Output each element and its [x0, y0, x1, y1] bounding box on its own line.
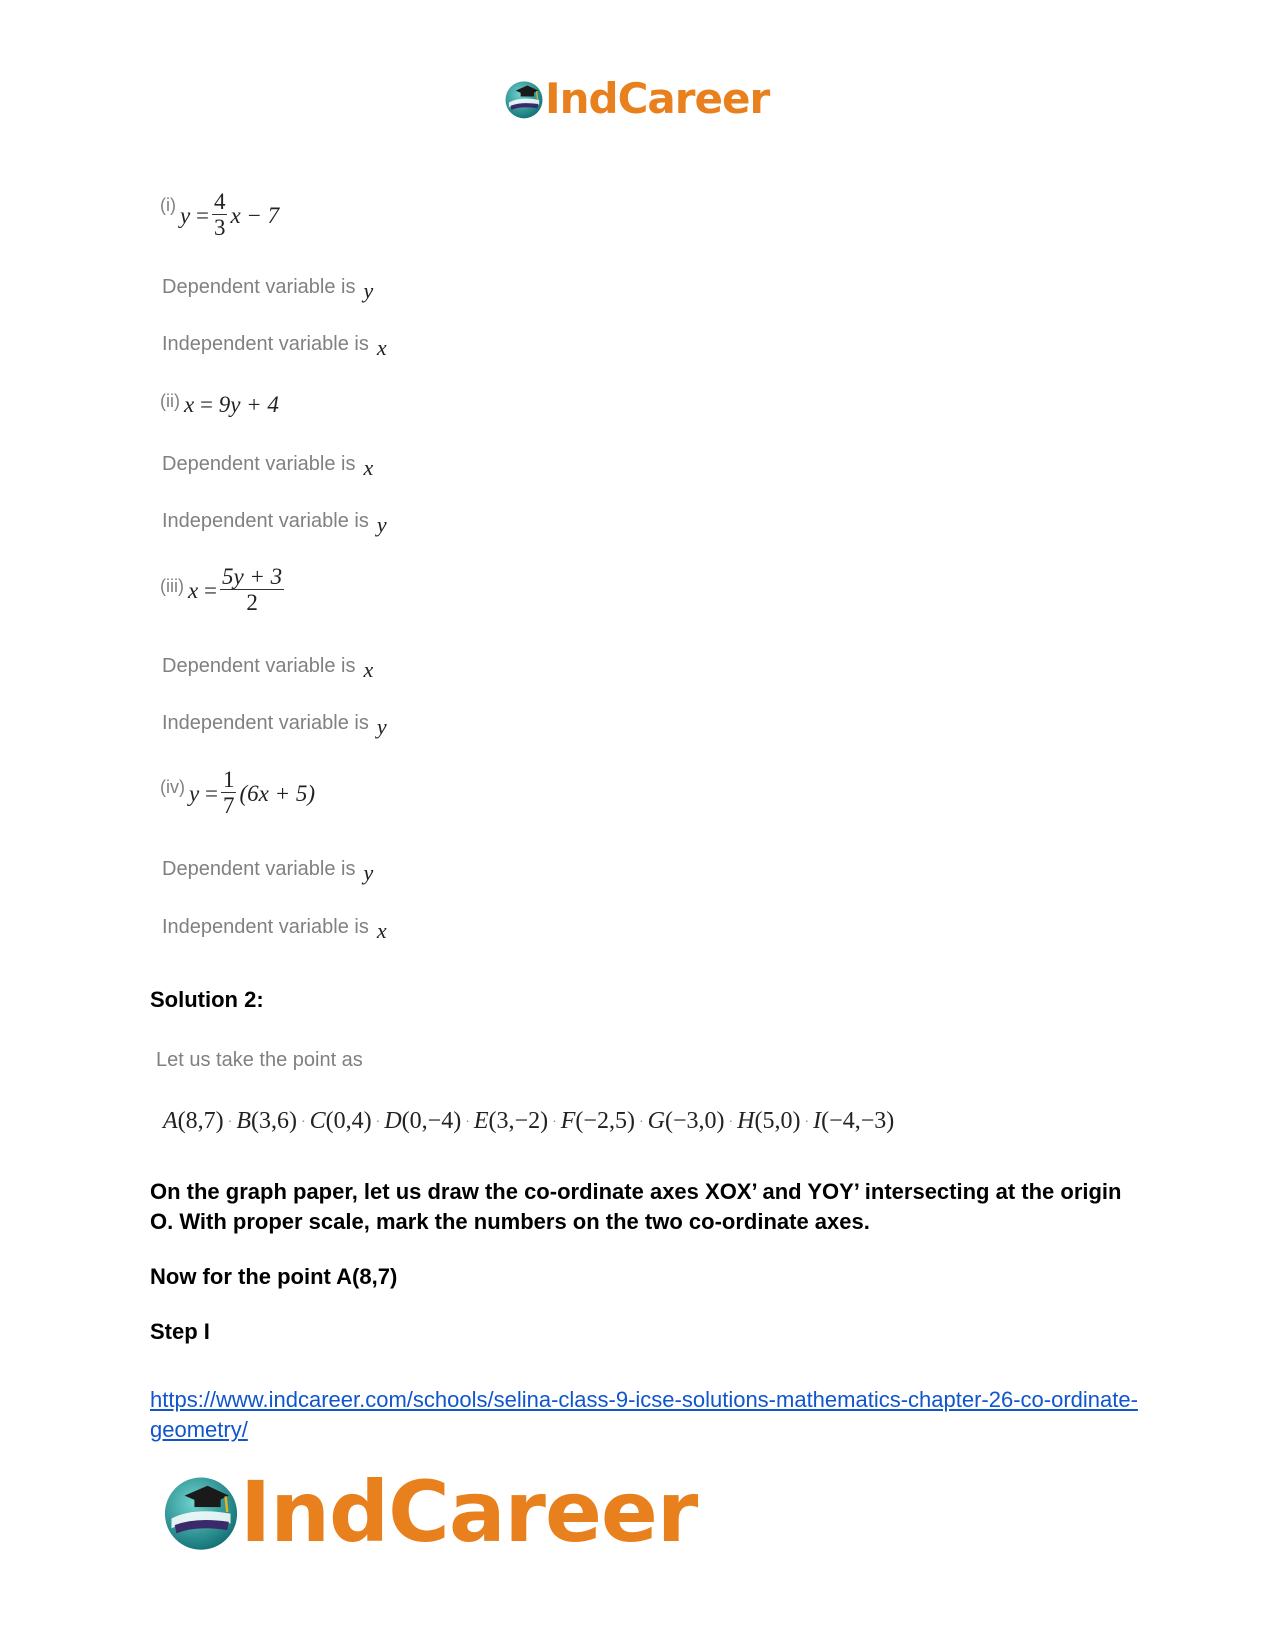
solution-2-intro: Let us take the point as: [156, 1049, 363, 1071]
dependent-variable-iv: Dependent variable is y: [162, 858, 374, 885]
point-b: B(3,6): [236, 1108, 297, 1134]
globe-graduation-cap-icon: [160, 1471, 242, 1553]
equation-i: (i) y = $\frac{4}{3}$ x − 7: [160, 189, 280, 241]
point-c: C(0,4): [309, 1108, 372, 1134]
point-i: I(−4,−3): [813, 1108, 895, 1134]
logo-text: IndCareer: [240, 1463, 698, 1561]
dependent-variable-ii: Dependent variable is x: [162, 453, 374, 480]
step-label: Step I: [150, 1319, 210, 1344]
globe-graduation-cap-icon: [503, 78, 545, 120]
equation-iv: (iv) y = $\frac{1}{7}$ (6x + 5): [160, 767, 316, 819]
header-logo: [503, 74, 770, 123]
point-separator: ·: [804, 1115, 810, 1130]
fraction: $\frac{5y + 3}{2}$: [221, 564, 283, 616]
point-separator: ·: [375, 1115, 381, 1130]
point-e: E(3,−2): [473, 1108, 549, 1134]
solution-2-heading: Solution 2:: [150, 987, 264, 1012]
dependent-variable-iii: Dependent variable is x: [162, 655, 374, 682]
point-f: F(−2,5): [560, 1108, 635, 1134]
independent-variable-iv: Independent variable is x: [162, 916, 387, 943]
independent-variable-iii: Independent variable is y: [162, 712, 387, 739]
point-h: H(5,0): [737, 1108, 801, 1134]
point-d: D(0,−4): [384, 1108, 462, 1134]
point-separator: ·: [728, 1115, 734, 1130]
fraction: $\frac{4}{3}$: [213, 189, 226, 241]
source-link[interactable]: https://www.indcareer.com/schools/selina-class-9-icse-solutions-mathematics-chapter-26-co-ordinate-geometry/: [150, 1387, 1138, 1442]
equation-iii: (iii) x = $\frac{5y + 3}{2}$: [160, 564, 283, 616]
equation-ii: (ii) x = 9y + 4: [160, 390, 279, 417]
footer-logo: [160, 1463, 698, 1561]
point-separator: ·: [638, 1115, 644, 1130]
point-a-line: Now for the point A(8,7): [150, 1264, 398, 1289]
point-separator: ·: [552, 1115, 557, 1130]
fraction: $\frac{1}{7}$: [222, 767, 235, 819]
dependent-variable-i: Dependent variable is y: [162, 276, 374, 303]
point-separator: ·: [227, 1115, 233, 1130]
independent-variable-i: Independent variable is x: [162, 333, 387, 360]
point-separator: ·: [465, 1115, 470, 1130]
point-separator: ·: [300, 1115, 306, 1130]
point-g: G(−3,0): [647, 1108, 725, 1134]
points-list: [163, 1108, 894, 1135]
graph-paper-paragraph: On the graph paper, let us draw the co-ordinate axes XOX’ and YOY’ intersecting at the origin O. With proper scale, mark the numbers on the two co-ordinate axes.: [150, 1179, 1122, 1234]
independent-variable-ii: Independent variable is y: [162, 510, 387, 537]
point-a: A(8,7): [163, 1108, 224, 1134]
logo-text: IndCareer: [545, 74, 770, 123]
